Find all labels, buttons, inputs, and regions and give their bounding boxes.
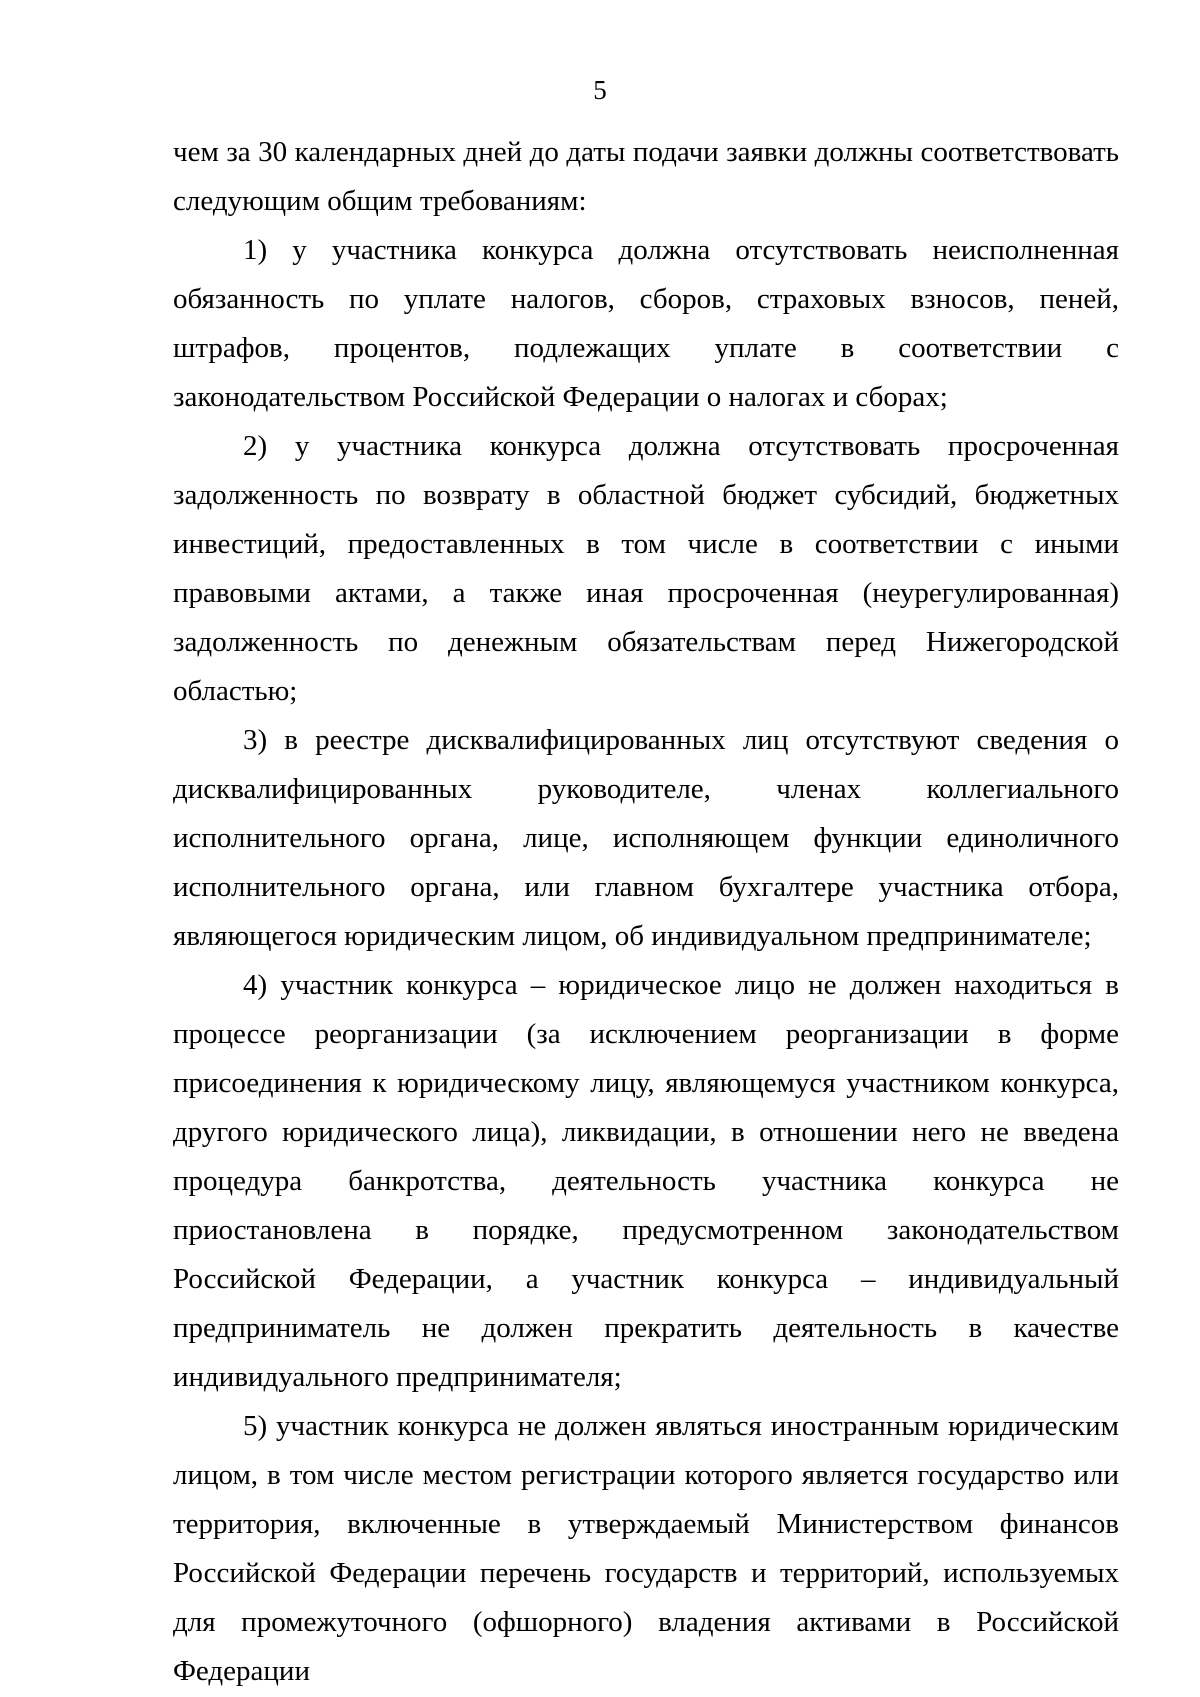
paragraph-item-2: 2) у участника конкурса должна отсутствовать просроченная задолженность по возврату в областной бюджет субсидий, бюджетных инвестиций, предоставленных в том числе в соответствии с иными правовыми актами, а также иная просроченная (неурегулированная) задолженность по денежным обязательствам перед Нижегородской областью;	[173, 430, 1119, 707]
document-body	[173, 128, 1119, 1696]
page-number: 5	[593, 75, 607, 105]
paragraph-item-4: 4) участник конкурса – юридическое лицо не должен находиться в процессе реорганизации (за исключением реорганизации в форме присоединения к юридическому лицу, являющемуся участником конкурса, другого юридического лица), ликвидации, в отношении него не введена процедура банкротства, деятельность участника конкурса не приостановлена в порядке, предусмотренном законодательством Российской Федерации, а участник конкурса – индивидуальный предприниматель не должен прекратить деятельность в качестве индивидуального предпринимателя;	[173, 969, 1119, 1393]
paragraph-item-3: 3) в реестре дисквалифицированных лиц отсутствуют сведения о дисквалифицированных руководителе, членах коллегиального исполнительного органа, лице, исполняющем функции единоличного исполнительного органа, или главном бухгалтере участника отбора, являющегося юридическим лицом, об индивидуальном предпринимателе;	[173, 724, 1119, 952]
paragraph-item-5: 5) участник конкурса не должен являться иностранным юридическим лицом, в том числе местом регистрации которого является государство или территория, включенные в утверждаемый Министерством финансов Российской Федерации перечень государств и территорий, используемых для промежуточного (офшорного) владения активами в Российской Федерации	[173, 1410, 1119, 1687]
paragraph-item-1: 1) у участника конкурса должна отсутствовать неисполненная обязанность по уплате налогов, сборов, страховых взносов, пеней, штрафов, процентов, подлежащих уплате в соответствии с законодательством Российской Федерации о налогах и сборах;	[173, 234, 1119, 413]
paragraph-intro: чем за 30 календарных дней до даты подачи заявки должны соответствовать следующим общим требованиям:	[173, 136, 1119, 217]
